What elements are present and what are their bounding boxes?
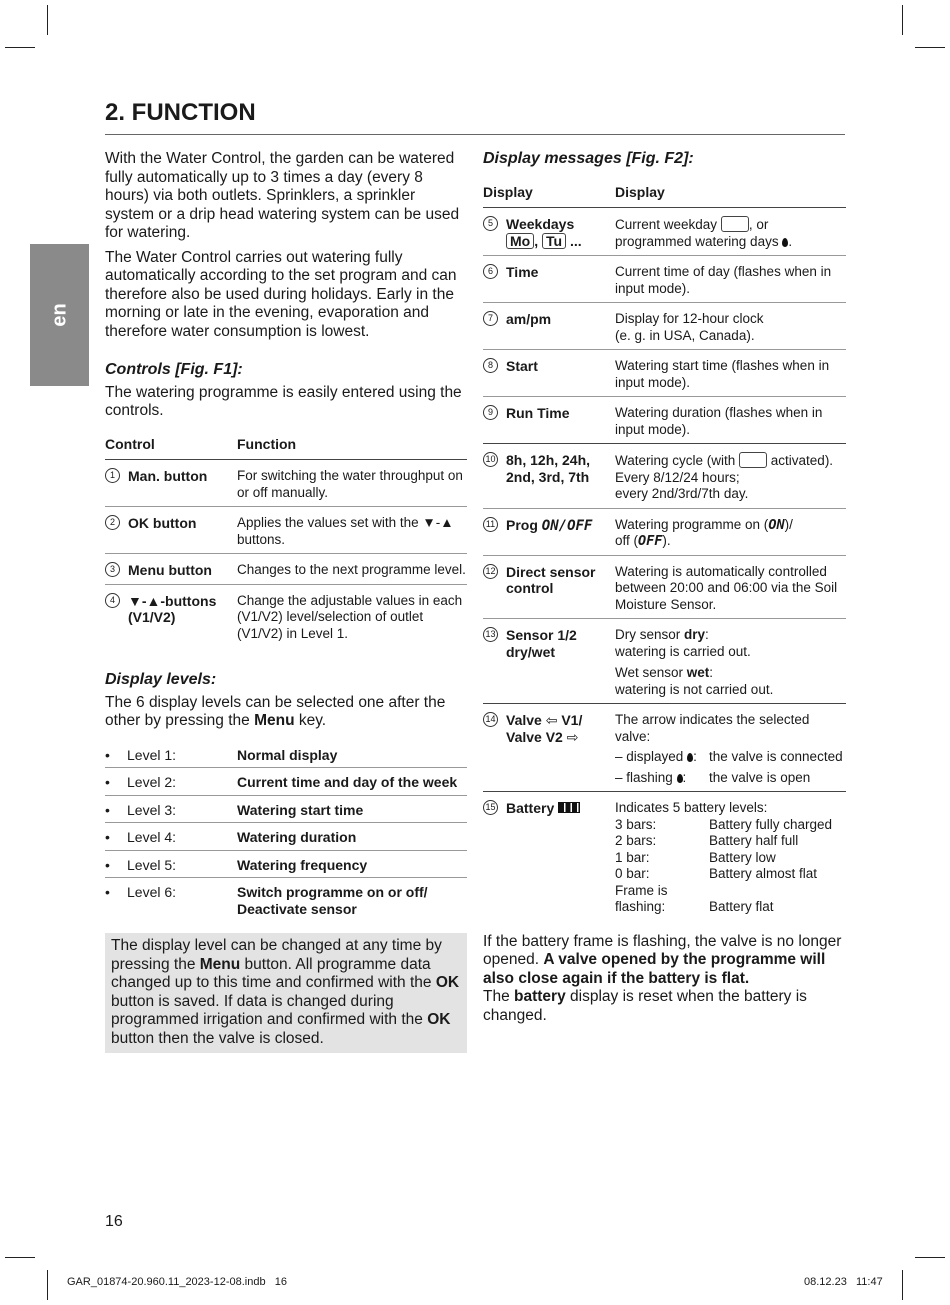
table-row: 14 Valve ⇦ V1/ Valve V2 ⇨ The arrow indicates the selected valve: – displayed : the valve is connected – flashing : the valve is open (483, 704, 846, 792)
list-item: • Level 1: Normal display (105, 741, 467, 768)
control-label: OK button (128, 515, 197, 531)
cycle-frame-icon (739, 452, 767, 468)
controls-title: Controls [Fig. F1]: (105, 361, 243, 378)
table-row: 9 Run Time Watering duration (flashes when in input mode). (483, 397, 846, 444)
language-tab (30, 244, 89, 386)
list-item: • Level 5: Watering frequency (105, 850, 467, 878)
crop-mark (47, 1270, 48, 1300)
item-number: 1 (105, 468, 120, 483)
table-row: 7 am/pm Display for 12-hour clock (e. g. in USA, Canada). (483, 303, 846, 350)
table-row (105, 584, 467, 647)
monday-key: Mo (506, 233, 534, 249)
note-box: The display level can be changed at any time by pressing the Menu button. All programme data changed up to this time and confirmed with the OK button is saved. If data is changed during programmed irrigation and confirmed with the OK button then the valve is closed. (105, 933, 467, 1053)
table-row: 11 Prog ON/OFF Watering programme on (ON)/ off (OFF). (483, 508, 846, 555)
list-item: • Level 6: Switch programme on or off/ Deactivate sensor (105, 884, 428, 917)
table-row: 10 8h, 12h, 24h, 2nd, 3rd, 7th Watering cycle (with activated). Every 8/12/24 hours; every 2nd/3rd/7th day. (483, 444, 846, 509)
controls-col-function: Function (237, 433, 467, 460)
control-desc: Change the adjustable values in each (V1/V2) level/selection of outlet (V1/V2) in Level 1. (237, 592, 463, 641)
heading-rule (105, 134, 845, 135)
list-item: • Level 2: Current time and day of the week (105, 768, 467, 796)
control-desc: Changes to the next programme level. (237, 554, 467, 585)
table-row: 15 Battery Indicates 5 battery levels: 3 bars: Battery fully charged 2 bars: Battery half full 1 bar: Battery low 0 bar: Battery almost flat Frame is flashing: Battery flat (483, 792, 846, 921)
arrow-left-icon: ⇦ (545, 712, 558, 728)
control-label: Menu button (128, 562, 212, 578)
levels-title: Display levels: (105, 671, 217, 688)
intro-paragraph-2: The Water Control carries out watering fully automatically according to the set program and can therefore also be used during holidays. Early in the morning or late in the evening, evaporation and therefore water consumption is lowest. (105, 248, 457, 340)
controls-table (105, 433, 467, 648)
table-row (105, 460, 467, 507)
table-row (105, 554, 467, 585)
crop-mark (902, 1270, 903, 1300)
controls-col-control: Control (105, 433, 237, 460)
control-desc: For switching the water throughput on or off manually. (237, 460, 467, 507)
crop-mark (915, 1257, 945, 1258)
crop-mark (5, 47, 35, 48)
footer-date: 08.12.23 11:47 (804, 1276, 883, 1288)
intro-paragraph-1: With the Water Control, the garden can be watered fully automatically up to 3 times a day (every 8 hours) via both outlets. Sprinklers, a sprinkler system or a drip head watering system can be used for watering. (105, 150, 460, 241)
item-number: 4 (105, 593, 120, 608)
levels-intro: The 6 display levels can be selected one after the other by pressing the Menu key. (105, 693, 446, 729)
display-col-2: Display (615, 181, 846, 208)
item-number: 3 (105, 562, 120, 577)
crop-mark (5, 1257, 35, 1258)
page-number: 16 (105, 1213, 123, 1230)
battery-note: If the battery frame is flashing, the valve is no longer opened. A valve opened by the programme will also close again if the battery is flat. The battery display is reset when the battery is changed. (483, 932, 842, 1024)
table-row: 6 Time Current time of day (flashes when in input mode). (483, 256, 846, 303)
weekday-frame-icon (721, 216, 749, 232)
control-desc: Applies the values set with the ▼-▲ buttons. (237, 507, 467, 554)
table-row (105, 507, 467, 554)
arrow-right-icon: ⇨ (566, 728, 579, 745)
display-col-1: Display (483, 181, 615, 208)
control-label: ▼-▲-buttons (V1/V2) (128, 592, 217, 625)
battery-icon (558, 802, 580, 813)
display-title: Display messages [Fig. F2]: (483, 150, 694, 167)
language-code: en (48, 303, 70, 327)
list-item: • Level 3: Watering start time (105, 795, 467, 823)
crop-mark (915, 47, 945, 48)
item-number: 2 (105, 515, 120, 530)
table-row: 13 Sensor 1/2 dry/wet Dry sensor dry: watering is carried out. Wet sensor wet: watering is not carried out. (483, 619, 846, 704)
table-row: 5 Weekdays Mo , Tu ... Current weekday , or programmed watering days . (483, 208, 846, 256)
levels-table (105, 741, 467, 922)
table-row: 12 Direct sensor control Watering is automatically controlled between 20:00 and 06:00 via the Soil Moisture Sensor. (483, 555, 846, 619)
control-label: Man. button (128, 468, 208, 484)
footer-file: GAR_01874-20.960.11_2023-12-08.indb 16 (67, 1276, 287, 1288)
crop-mark (902, 5, 903, 35)
list-item: • Level 4: Watering duration (105, 823, 467, 851)
right-column (483, 150, 846, 1025)
tuesday-key: Tu (542, 233, 566, 249)
table-row: 8 Start Watering start time (flashes when in input mode). (483, 350, 846, 397)
section-heading: 2. FUNCTION (105, 99, 256, 126)
display-table (483, 181, 846, 921)
left-column (105, 150, 467, 1053)
controls-intro: The watering programme is easily entered using the controls. (105, 383, 462, 419)
crop-mark (47, 5, 48, 35)
